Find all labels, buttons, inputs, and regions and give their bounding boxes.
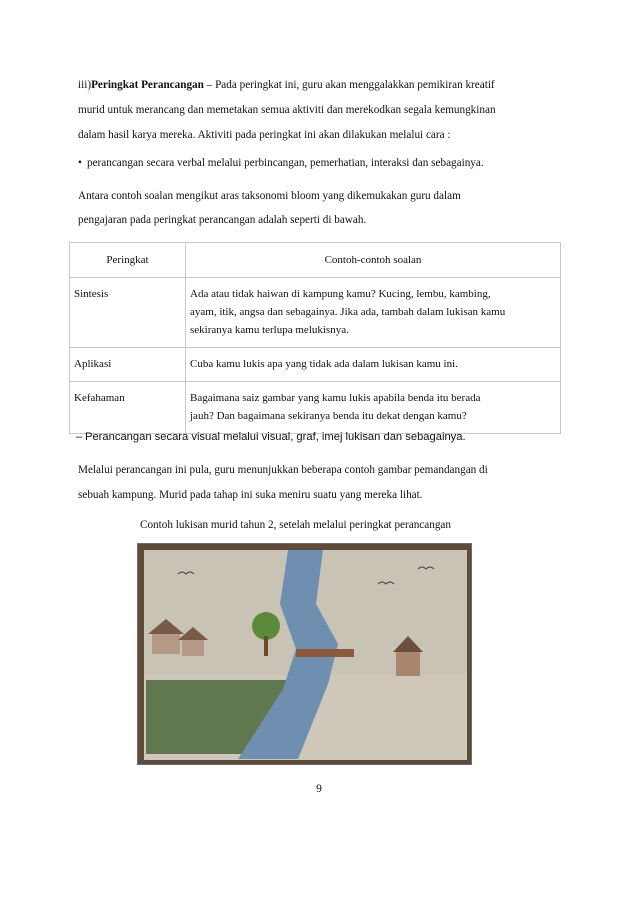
bullet-icon: • (78, 157, 82, 169)
heading-line (78, 78, 495, 92)
row-level (70, 382, 186, 434)
tree-trunk (264, 636, 268, 656)
table-row (70, 348, 561, 382)
row-question (186, 348, 561, 382)
row-level (70, 278, 186, 348)
table-row (70, 278, 561, 348)
row-question-text: Bagaimana saiz gambar yang kamu lukis apabila benda itu berada jauh? Dan bagaimana sekiranya benda itu dekat dengan kamu? (190, 392, 481, 422)
page-number: 9 (316, 783, 322, 795)
house-body (182, 640, 204, 656)
header-questions: Contoh-contoh soalan (186, 243, 561, 278)
paragraph2-line1: Antara contoh soalan mengikut aras taksonomi bloom yang dikemukakan guru dalam (78, 190, 461, 202)
paragraph1-line2: dalam hasil karya mereka. Aktiviti pada peringkat ini akan dilakukan melalui cara : (78, 129, 451, 141)
row-question-text: Ada atau tidak haiwan di kampung kamu? Kucing, lembu, kambing, ayam, itik, angsa dan sebagainya. Jika ada, tambah dalam lukisan kamu sekiranya kamu terlupa melukisnya. (190, 288, 506, 336)
house-body (396, 652, 420, 676)
paragraph3-line2: sebuah kampung. Murid pada tahap ini suka meniru suatu yang mereka lihat. (78, 489, 423, 501)
row-question (186, 278, 561, 348)
bullet-verbal (78, 156, 484, 170)
bullet-visual (76, 430, 466, 444)
bullet-verbal-text: perancangan secara verbal melalui perbincangan, pemerhatian, interaksi dan sebagainya. (87, 157, 484, 169)
heading-rest: – Pada peringkat ini, guru akan menggalakkan pemikiran kreatif (203, 79, 495, 91)
student-drawing-image (137, 543, 472, 765)
row-level (70, 348, 186, 382)
question-table (69, 242, 561, 434)
village-landscape-drawing (138, 544, 472, 765)
bullet-visual-text: Perancangan secara visual melalui visual, graf, imej lukisan dan sebagainya. (85, 431, 466, 443)
paragraph3-line1: Melalui perancangan ini pula, guru menunjukkan beberapa contoh gambar pemandangan di (78, 464, 488, 476)
heading-prefix: iii) (78, 79, 92, 91)
bridge (296, 649, 354, 657)
dash-icon: – (76, 431, 83, 443)
figure-caption: Contoh lukisan murid tahun 2, setelah melalui peringkat perancangan (140, 519, 451, 531)
row-question-text: Cuba kamu lukis apa yang tidak ada dalam lukisan kamu ini. (190, 358, 458, 370)
house-body (152, 634, 180, 654)
table-header-row (70, 243, 561, 278)
paragraph2-line2: pengajaran pada peringkat perancangan adalah seperti di bawah. (78, 214, 367, 226)
table-row (70, 382, 561, 434)
row-level-text: Sintesis (74, 288, 109, 300)
tree-crown (252, 612, 280, 640)
paragraph1-line1: murid untuk merancang dan memetakan semua aktiviti dan merekodkan segala kemungkinan (78, 104, 496, 116)
row-question (186, 382, 561, 434)
row-level-text: Aplikasi (74, 358, 112, 370)
row-level-text: Kefahaman (74, 392, 125, 404)
heading-title: Peringkat Perancangan (91, 79, 204, 91)
header-level: Peringkat (70, 243, 186, 278)
